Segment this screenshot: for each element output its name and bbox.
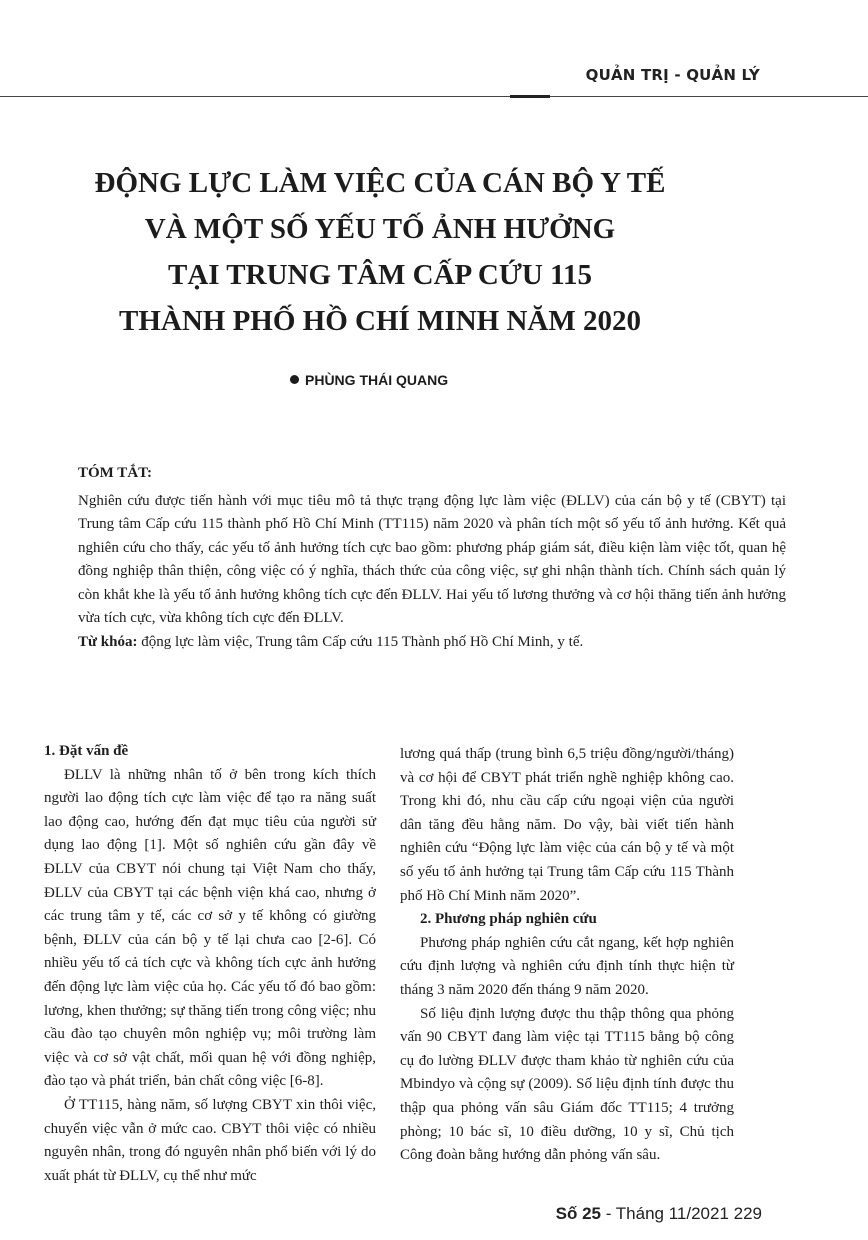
section-heading: 1. Đặt vấn đề — [44, 743, 129, 759]
author-name: PHÙNG THÁI QUANG — [305, 372, 449, 388]
paragraph: Phương pháp nghiên cứu cắt ngang, kết hợp nghiên cứu định lượng và nghiên cứu định tính thực hiện từ tháng 3 năm 2020 đến tháng 9 năm 2020. — [400, 934, 734, 998]
body-column-right — [400, 743, 734, 1168]
paragraph: Số liệu định lượng được thu thập thông qua phỏng vấn 90 CBYT đang làm việc tại TT115 bằng bộ công cụ đo lường ĐLLV được tham khảo từ nghiên cứu của Mbindyo và cộng sự (2009). Số liệu định tính được thu thập qua phỏng vấn sâu Giám đốc TT115; 4 trưởng phòng; 10 bác sĩ, 10 điều dưỡng, 10 y sĩ, Chủ tịch Công đoàn bằng hướng dẫn phỏng vấn sâu. — [400, 1005, 734, 1164]
issue-number: Số 25 — [555, 1204, 601, 1223]
article-title — [0, 160, 760, 344]
paragraph: ĐLLV là những nhân tố ở bên trong kích thích người lao động tích cực làm việc để tạo ra năng suất lao động cao, hướng đến đạt mục tiêu của người sử dụng lao động [1]. Một số nghiên cứu gần đây về ĐLLV của CBYT nói chung tại Việt Nam cho thấy, ĐLLV của CBYT tại các bệnh viện khá cao, nhưng ở các trung tâm y tế, các cơ sở y tế không có giường bệnh, ĐLLV của cán bộ y tế lại chưa cao [2-6]. Có nhiều yếu tố cả tích cực và không tích cực ảnh hưởng đến động lực làm việc của họ. Các yếu tố đó bao gồm: lương, khen thưởng; sự thăng tiến trong công việc; nhu cầu đào tạo chuyên môn nghiệp vụ; môi trường làm việc và cơ sở vật chất, mối quan hệ với đồng nghiệp, đào tạo và phát triển, bản chất công việc [6-8]. — [44, 766, 376, 1090]
abstract — [78, 462, 786, 654]
section-heading: 2. Phương pháp nghiên cứu — [420, 911, 597, 928]
author-byline — [290, 372, 448, 388]
header-rule-accent — [510, 95, 550, 98]
title-line: TẠI TRUNG TÂM CẤP CỨU 115 — [167, 259, 593, 291]
bullet-icon — [290, 375, 299, 384]
paragraph: Ở TT115, hàng năm, số lượng CBYT xin thôi việc, chuyển việc vẫn ở mức cao. CBYT thôi việc có nhiều nguyên nhân, trong đó nguyên nhân phổ biến với lý do xuất phát từ ĐLLV, cụ thể như mức — [44, 1096, 376, 1184]
title-line: THÀNH PHỐ HỒ CHÍ MINH NĂM 2020 — [119, 305, 641, 337]
title-line: VÀ MỘT SỐ YẾU TỐ ẢNH HƯỞNG — [144, 213, 616, 245]
keywords — [78, 631, 786, 655]
abstract-text: Nghiên cứu được tiến hành với mục tiêu mô tả thực trạng động lực làm việc (ĐLLV) của cán bộ y tế (CBYT) tại Trung tâm Cấp cứu 115 thành phố Hồ Chí Minh (TT115) năm 2020 và phân tích một số yếu tố ảnh hưởng. Kết quả nghiên cứu cho thấy, các yếu tố ảnh hưởng tích cực bao gồm: phương pháp giám sát, điều kiện làm việc tốt, quan hệ đồng nghiệp thân thiện, công việc có ý nghĩa, thách thức của công việc, sự ghi nhận thành tích. Chính sách quản lý còn khắt khe là yếu tố ảnh hưởng không tích cực đến ĐLLV. Hai yếu tố lương thưởng và cơ hội thăng tiến ảnh hưởng vừa tích cực, vừa không tích cực đến ĐLLV. — [78, 492, 786, 626]
header-rule — [0, 96, 868, 97]
keywords-label: Từ khóa: — [78, 633, 138, 650]
page-footer — [556, 1204, 762, 1224]
abstract-heading: TÓM TẮT: — [78, 465, 153, 481]
section-label: QUẢN TRỊ - QUẢN LÝ — [585, 66, 760, 84]
issue-date-page: - Tháng 11/2021 229 — [600, 1204, 762, 1223]
paragraph: lương quá thấp (trung bình 6,5 triệu đồng/người/tháng) và cơ hội để CBYT phát triển nghề nghiệp không cao. Trong khi đó, nhu cầu cấp cứu ngoại viện của người dân tăng đều hằng năm. Do vậy, bài viết tiến hành nghiên cứu “Động lực làm việc của cán bộ y tế và một số yếu tố ảnh hưởng tại Trung tâm Cấp cứu 115 Thành phố Hồ Chí Minh năm 2020”. — [400, 746, 734, 904]
keywords-text: động lực làm việc, Trung tâm Cấp cứu 115 Thành phố Hồ Chí Minh, y tế. — [137, 633, 584, 650]
title-line: ĐỘNG LỰC LÀM VIỆC CỦA CÁN BỘ Y TẾ — [94, 167, 666, 199]
body-column-left — [44, 740, 376, 1188]
